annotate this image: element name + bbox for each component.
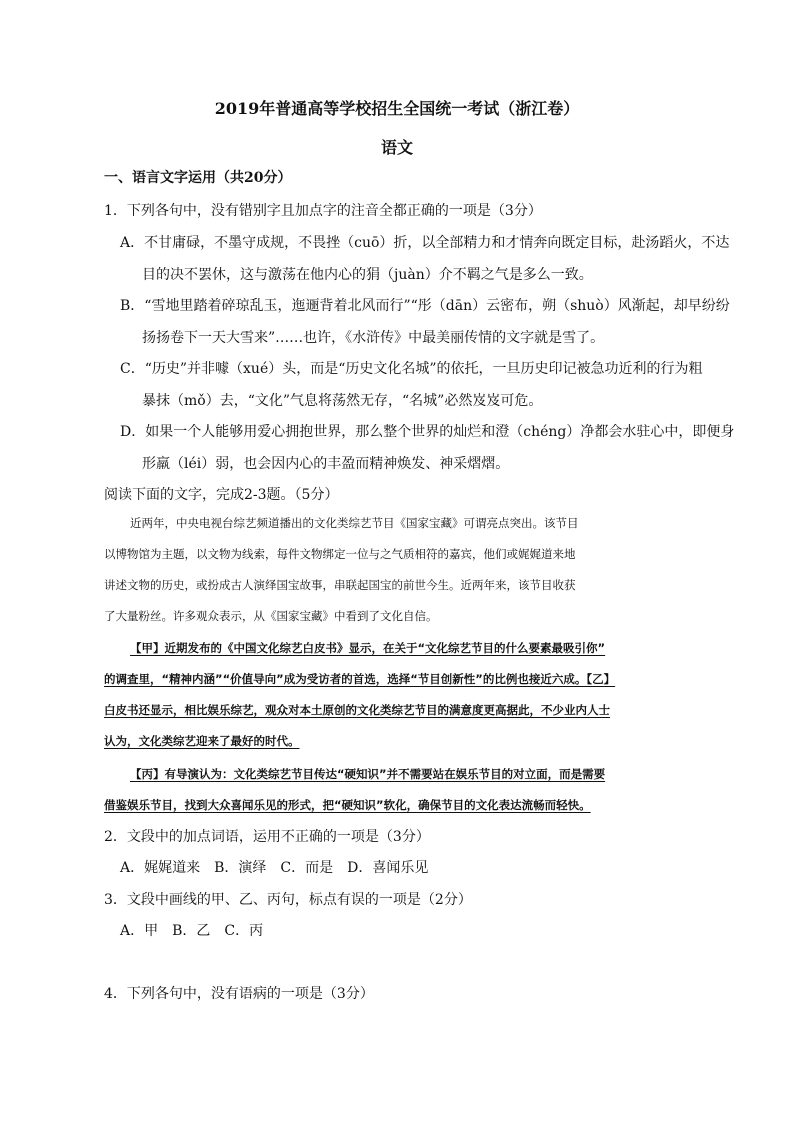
passage-p1-line2: 以博物馆为主题，以文物为线索，每件文物绑定一位与之气质相符的嘉宾，他们或娓娓道来地 xyxy=(104,547,576,561)
q3-choice-a: A．甲 xyxy=(120,923,159,939)
passage-p2-line2: 的调查里，“精神内涵”“价值导向”成为受访者的首选，选择“节目创新性”的比例也接近六成。【乙】 xyxy=(104,672,616,686)
question-3-stem: 3．文段中画线的甲、乙、丙句，标点有误的一项是（2分） xyxy=(104,892,472,908)
passage-p3-line1: 【丙】有导演认为：文化类综艺节目传达“硬知识”并不需要站在娱乐节目的对立面，而是需要 xyxy=(130,767,606,781)
passage-p1-line3: 讲述文物的历史，或扮成古人演绎国宝故事，串联起国宝的前世今生。近两年来，该节目收获 xyxy=(104,578,576,592)
passage-p1-line1: 近两年，中央电视台综艺频道播出的文化类综艺节目《国家宝藏》可谓亮点突出。该节目 xyxy=(130,516,579,530)
q1-option-d-line2: 形羸（léi）弱，也会因内心的丰盈而精神焕发、神采熠熠。 xyxy=(142,456,510,472)
passage-p2-line1: 【甲】近期发布的《中国文化综艺白皮书》显示，在关于“文化综艺节目的什么要素最吸引你” xyxy=(130,641,606,655)
exam-title: 2019年普通高等学校招生全国统一考试（浙江卷） xyxy=(214,99,580,118)
passage-p2-line4: 认为，文化类综艺迎来了最好的时代。 xyxy=(104,734,300,748)
q1-option-c-line1: C．“历史”并非噱（xué）头，而是“历史文化名城”的依托，一旦历史印记被急功近利的行为粗 xyxy=(120,361,703,377)
reading-instruction: 阅读下面的文字，完成2-3题。（5分） xyxy=(104,487,339,503)
question-3-choices xyxy=(120,920,277,940)
q3-choice-b: B．乙 xyxy=(172,923,211,939)
question-4-stem: 4．下列各句中，没有语病的一项是（3分） xyxy=(104,986,374,1002)
q1-option-c-line2: 暴抹（mǒ）去，“文化”气息将荡然无存，“名城”必然岌岌可危。 xyxy=(142,393,543,409)
passage-p1-line4: 了大量粉丝。许多观众表示，从《国家宝藏》中看到了文化自信。 xyxy=(104,609,438,623)
q1-option-a-line1: A．不甘庸碌，不墨守成规，不畏挫（cuō）折，以全部精力和才情奔向既定目标，赴汤蹈火，不达 xyxy=(120,235,730,251)
q2-choice-a: A．娓娓道来 xyxy=(120,860,201,876)
question-1-stem: 1．下列各句中，没有错别字且加点字的注音全都正确的一项是（3分） xyxy=(104,203,542,219)
q2-choice-d: D．喜闻乐见 xyxy=(347,860,429,876)
q2-choice-c: C．而是 xyxy=(280,860,334,876)
q3-choice-c: C．丙 xyxy=(224,923,264,939)
question-2-choices xyxy=(120,857,442,877)
passage-p3-line2: 借鉴娱乐节目，找到大众喜闻乐见的形式，把“硬知识”软化，确保节目的文化表达流畅而轻快。 xyxy=(104,798,591,812)
q1-option-a-line2: 目的决不罢休，这与激荡在他内心的狷（juàn）介不羁之气是多么一致。 xyxy=(142,267,593,283)
q1-option-d-line1: D．如果一个人能够用爱心拥抱世界，那么整个世界的灿烂和澄（chéng）净都会水驻心中，即便身 xyxy=(120,424,735,440)
question-2-stem: 2．文段中的加点词语，运用不正确的一项是（3分） xyxy=(104,829,430,845)
q2-choice-b: B．演绎 xyxy=(214,860,267,876)
subject-title: 语文 xyxy=(380,138,413,157)
section-heading: 一、语言文字运用（共20分） xyxy=(104,170,292,186)
passage-p2-line3: 白皮书还显示，相比娱乐综艺，观众对本土原创的文化类综艺节目的满意度更高据此，不少业内人士 xyxy=(104,703,610,717)
q1-option-b-line2: 扬扬卷下一天大雪来”……也许，《水浒传》中最美丽传情的文字就是雪了。 xyxy=(142,330,605,346)
q1-option-b-line1: B．“雪地里踏着碎琼乱玉，迤逦背着北风而行”“彤（dān）云密布，朔（shuò）风渐起，却早纷纷 xyxy=(120,298,730,314)
